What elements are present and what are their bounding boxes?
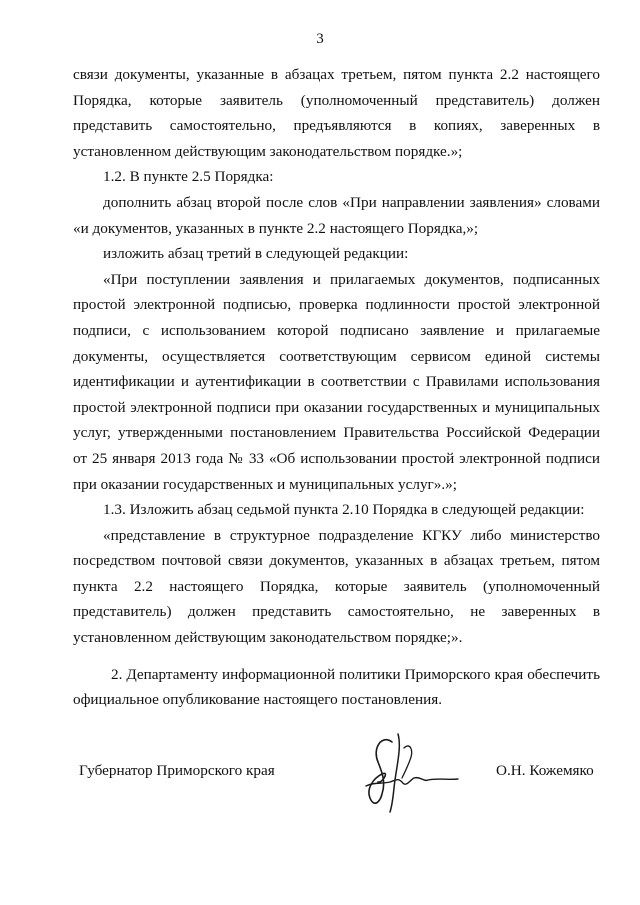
signatory-position: Губернатор Приморского края xyxy=(79,762,275,779)
signature-block xyxy=(0,720,640,820)
page-number: 3 xyxy=(316,31,324,47)
paragraph-item-1-2: 1.2. В пункте 2.5 Порядка: xyxy=(103,168,274,186)
paragraph-item-1-3: 1.3. Изложить абзац седьмой пункта 2.10 Порядка в следующей редакции: xyxy=(103,501,585,519)
paragraph-quote-electronic-signature: «При поступлении заявления и прилагаемых документов, подписанных простой электронной подписью, проверка подлинности простой электронной подписи, с использованием которой подписано заявление и прилагаемые документы, осуществляется соответствующим сервисом единой системы идентификации и аутентификации в соответствии с Правилами использования простой электронной подписи при оказании государственных и муниципальных услуг, утвержденными постановлением Правительства Российской Федерации от 25 января 2013 года № 33 «Об использовании простой электронной подписи при оказании государственных и муниципальных услуг».»; xyxy=(73,270,600,493)
paragraph-continuation: связи документы, указанные в абзацах третьем, пятом пункта 2.2 настоящего Порядка, которые заявитель (уполномоченный представитель) должен представить самостоятельно, предъявляются в копиях, заверенных в установленном действующим законодательством порядке.»; xyxy=(73,66,600,160)
signatory-name: О.Н. Кожемяко xyxy=(496,762,594,779)
paragraph-amend-third-intro: изложить абзац третий в следующей редакции: xyxy=(103,245,409,263)
document-body xyxy=(73,62,600,713)
paragraph-amend-second: дополнить абзац второй после слов «При направлении заявления» словами «и документов, указанных в пункте 2.2 настоящего Порядка,»; xyxy=(73,193,600,237)
handwritten-signature-icon xyxy=(352,728,462,814)
paragraph-item-2: 2. Департаменту информационной политики Приморского края обеспечить официальное опубликование настоящего постановления. xyxy=(73,665,600,709)
paragraph-quote-postal: «представление в структурное подразделение КГКУ либо министерство посредством почтовой связи документов, указанных в абзацах третьем, пятом пункта 2.2 настоящего Порядка, которые заявитель (уполномоченный представитель) должен представить самостоятельно, не заверенных в установленном действующим законодательством порядке;». xyxy=(73,526,600,647)
